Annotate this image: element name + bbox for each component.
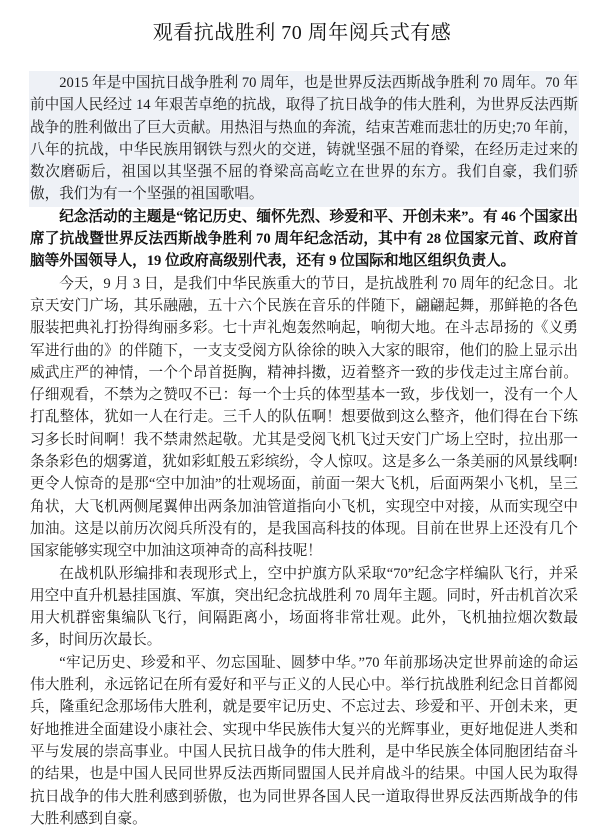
paragraph-4: 在战机队形编排和表现形式上，空中护旗方队采取“70”纪念字样编队飞行，并采用空中直升机悬挂国旗、军旗，突出纪念抗战胜利 70 周年主题。同时，歼击机首次采用大机群密集编队飞行，间隔距离小，场面将非常壮观。此外，飞机抽拉烟次数最多，时间历次最长。: [30, 565, 578, 649]
paragraph-3: 今天，9 月 3 日，是我们中华民族重大的节日，是抗战胜利 70 周年的纪念日。北京天安门广场，其乐融融，五十六个民族在音乐的伴随下，翩翩起舞，那鲜艳的各色服装把典礼打扮得绚丽多彩。七十声礼炮轰然响起，响彻大地。在斗志昂扬的《义勇军进行曲的》的伴随下，一支支受阅方队徐徐的映入大家的眼帘，他们的脸上显示出威武庄严的神情，一个个昂首挺胸，精神抖擞，迈着整齐一致的步伐走过主席台前。仔细观看，不禁为之赞叹不已：每一个士兵的体型基本一致，步伐划一，没有一个人打乱整体，犹如一人在行走。三千人的队伍啊！想要做到这么整齐，他们得在台下练习多长时间啊！我不禁肃然起敬。尤其是受阅飞机飞过天安门广场上空时，拉出那一条条彩色的烟雾道，犹如彩虹般五彩缤纷，令人惊叹。这是多么一条美丽的风景线啊!更令人惊奇的是那“空中加油”的壮观场面，前面一架大飞机，后面两架小飞机，呈三角状，大飞机两侧尾翼伸出两条加油管道指向小飞机，实现空中对接，从而实现空中加油。这是以前历次阅兵所没有的，是我国高科技的体现。目前在世界上还没有几个国家能够实现空中加油这项神奇的高科技呢！: [30, 275, 578, 560]
paragraph-2: 纪念活动的主题是“铭记历史、缅怀先烈、珍爱和平、开创未来”。有 46 个国家出席了抗战暨世界反法西斯战争胜利 70 周年纪念活动，其中有 28 位国家元首、政府首脑等外国领导人，19 位政府高级别代表，还有 9 位国际和地区组织负责人。: [30, 208, 578, 270]
paragraph-5: “牢记历史、珍爱和平、勿忘国耻、圆梦中华。”70 年前那场决定世界前途的命运伟大胜利，永远铭记在所有爱好和平与正义的人民心中。举行抗战胜利纪念日首都阅兵，隆重纪念那场伟大胜利，就是要牢记历史、不忘过去、珍爱和平、开创未来，更好地推进全面建设小康社会、实现中华民族伟大复兴的光辉事业，更好地促进人类和平与发展的崇高事业。中国人民抗日战争的伟大胜利，是中华民族全体同胞团结奋斗的结果，也是中国人民同世界反法西斯同盟国人民并肩战斗的结果。中国人民为取得抗日战争的伟大胜利感到骄傲，也为同世界各国人民一道取得世界反法西斯战争的伟大胜利感到自豪。: [30, 654, 578, 827]
document-body: [0, 48, 604, 830]
page-title: 观看抗战胜利 70 周年阅兵式有感: [152, 22, 452, 44]
paragraph-1: 2015 年是中国抗日战争胜利 70 周年，也是世界反法西斯战争胜利 70 周年。70 年前中国人民经过 14 年艰苦卓绝的抗战，取得了抗日战争的伟大胜利，为世界反法西斯战争的胜利做出了巨大贡献。用热泪与热血的奔流，结束苦难而悲壮的历史;70 年前，八年的抗战，中华民族用钢铁与烈火的交迸，铸就坚强不屈的脊梁，在经历走过来的数次磨砺后，祖国以其坚强不屈的脊梁高高屹立在世界的东方。我们自豪，我们骄傲，我们为有一个坚强的祖国歌唱。: [30, 72, 578, 206]
